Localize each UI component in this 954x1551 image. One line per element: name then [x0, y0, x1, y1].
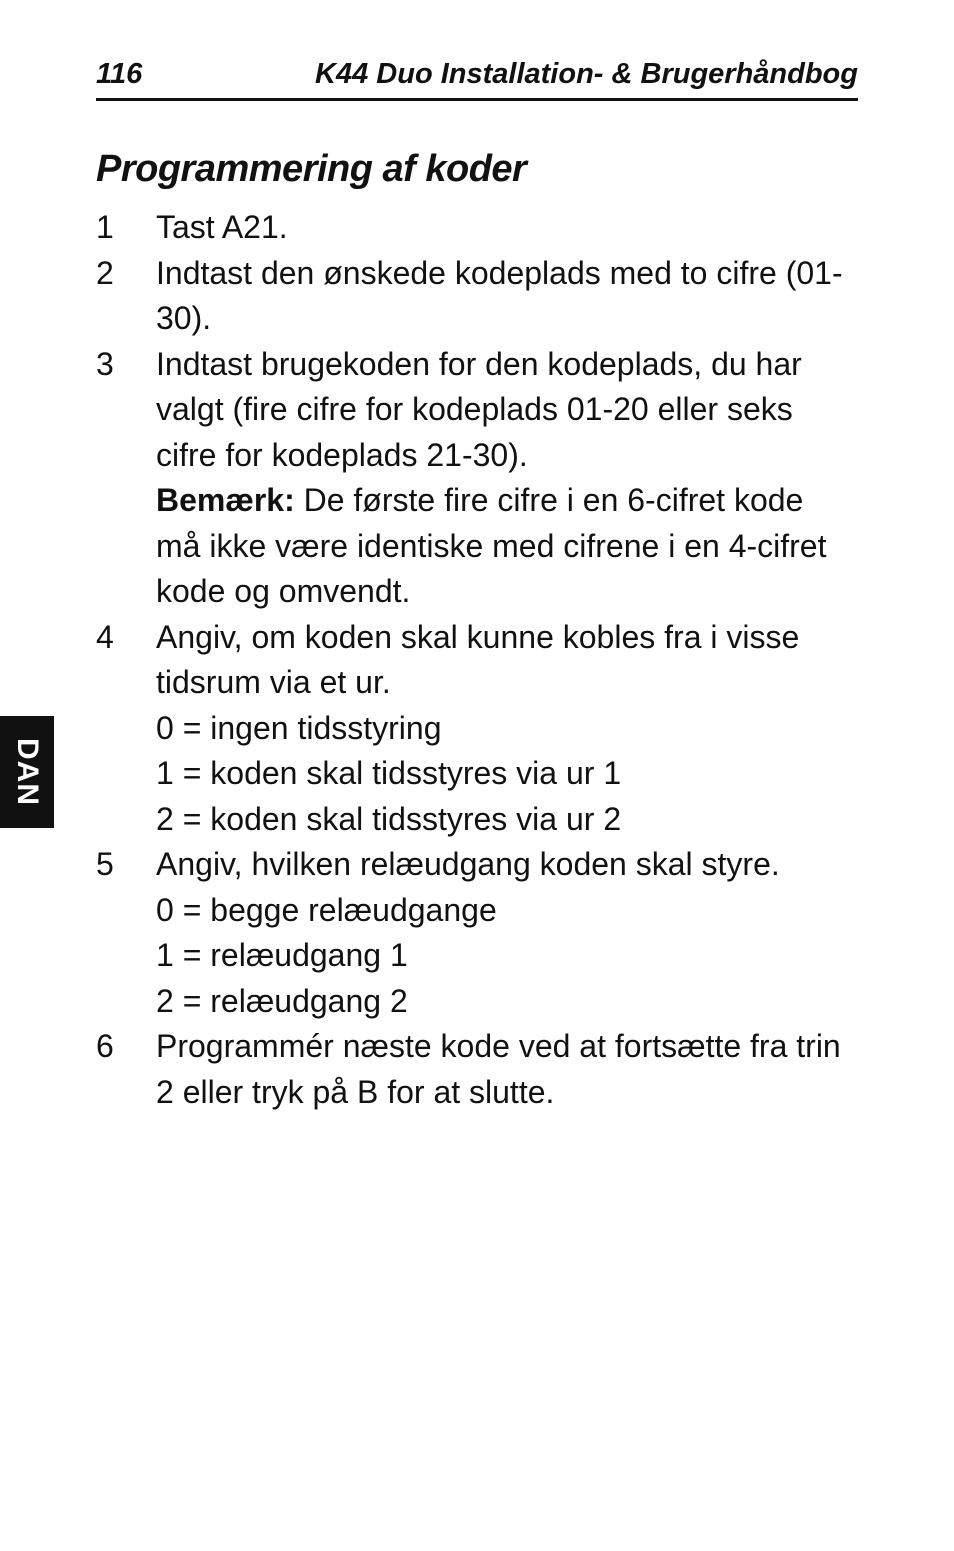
- option-item: 0 = ingen tidsstyring: [156, 709, 442, 746]
- step-text: Programmér næste kode ved at fortsætte fra trin 2 eller tryk på B for at slutte.: [156, 1028, 841, 1110]
- step-2: [96, 251, 856, 342]
- step-text: Angiv, om koden skal kunne kobles fra i visse tidsrum via et ur.: [156, 618, 800, 700]
- note-text: De første fire cifre i en 6-cifret kode må ikke være identiske med cifrene i en 4-cifret kode og omvendt.: [156, 482, 827, 609]
- step-6: [96, 1024, 856, 1115]
- step-text: Angiv, hvilken relæudgang koden skal styre.: [156, 846, 780, 882]
- option-item: 1 = koden skal tidsstyres via ur 1: [156, 755, 622, 791]
- step-number: 4: [96, 618, 114, 655]
- step-text: Indtast den ønskede kodeplads med to cifre (01-30).: [156, 254, 843, 336]
- language-tab-label: DAN: [11, 738, 44, 806]
- step-number: 5: [96, 846, 114, 882]
- book-title: K44 Duo Installation- & Brugerhåndbog: [315, 58, 858, 90]
- note-label: Bemærk:: [156, 482, 295, 518]
- option-item: 2 = relæudgang 2: [156, 982, 408, 1019]
- step-number: 2: [96, 254, 114, 291]
- step-1: [96, 205, 856, 251]
- step-number: 3: [96, 345, 114, 382]
- language-tab: [0, 716, 54, 828]
- step-number: 1: [96, 209, 114, 245]
- page-number: 116: [96, 58, 143, 90]
- section-title: Programmering af koder: [96, 148, 527, 190]
- step-number: 6: [96, 1028, 114, 1064]
- page-header: [96, 56, 858, 101]
- step-5: [96, 842, 856, 1024]
- step-note: [156, 478, 856, 615]
- step-3: [96, 342, 856, 615]
- step-text: Tast A21.: [156, 209, 288, 245]
- option-item: 0 = begge relæudgange: [156, 891, 497, 928]
- step-text: Indtast brugekoden for den kodeplads, du har valgt (fire cifre for kodeplads 01-20 eller seks cifre for kodeplads 21-30).: [156, 345, 802, 473]
- option-item: 2 = koden skal tidsstyres via ur 2: [156, 800, 622, 837]
- step-4: [96, 615, 856, 843]
- step-list: [96, 205, 856, 1115]
- option-item: 1 = relæudgang 1: [156, 937, 408, 973]
